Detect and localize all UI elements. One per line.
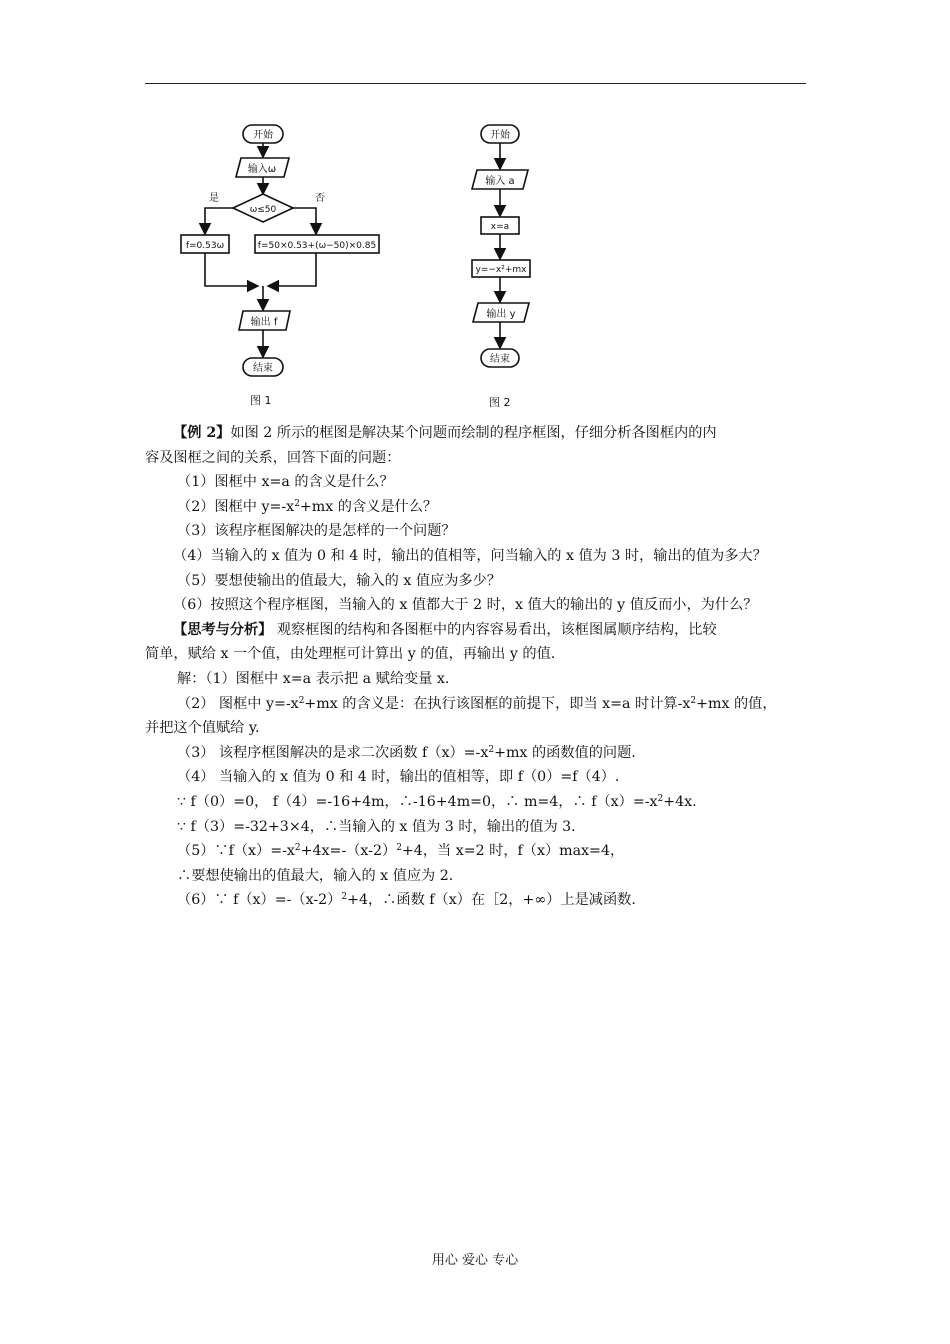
solution-3: （3） 该程序框图解决的是求二次函数 $f(x)=-x^2+mx$ 的函数值的问题.	[177, 744, 636, 761]
fig1-input-label: 输入ω	[247, 164, 277, 175]
fig2-end-label: 结束	[490, 354, 510, 365]
example-intro-line-1	[145, 421, 815, 446]
fig2-output-label: 输出 y	[486, 309, 516, 320]
question-1: （1）图框中 x=a 的含义是什么？	[177, 474, 394, 491]
fig1-yes-label: 是	[209, 193, 219, 204]
solution-5-b: ∴要想使输出的值最大，输入的 x 值应为 2.	[177, 867, 454, 884]
analysis-line-2: 简单，赋给 x 一个值，由处理框可计算出 y 的值，再输出 y 的值.	[145, 646, 556, 663]
solution-2-cont: 并把这个值赋给 y.	[145, 720, 260, 737]
solution-4: （4） 当输入的 x 值为 0 和 4 时，输出的值相等，即 f（0）=f（4）.	[177, 769, 620, 786]
solution-2: （2） 图框中 $y=-x^2+mx$ 的含义是：在执行该图框的前提下，即当 x=a 时计算$-x^2+mx$ 的值，	[177, 695, 777, 712]
analysis-tag: 【思考与分析】	[173, 621, 273, 638]
fig1-output-label: 输出 f	[250, 317, 278, 328]
question-2: （2）图框中 $y=-x^2+mx$ 的含义是什么？	[177, 498, 438, 515]
question-4: （4）当输入的 x 值为 0 和 4 时，输出的值相等，问当输入的 x 值为 3 时，输出的值为多大？	[173, 547, 767, 564]
analysis-line-1: 【思考与分析】 观察框图的结构和各图框中的内容容易看出，该框图属顺序结构，比较	[173, 621, 717, 638]
fig1-right-calc-label: f=50×0.53+(ω−50)×0.85	[257, 241, 377, 251]
fig1-decision-label: ω≤50	[249, 205, 277, 215]
fig1-left-calc-label: f=0.53ω	[185, 241, 225, 251]
question-5: （5）要想使输出的值最大，输入的 x 值应为多少？	[177, 572, 501, 589]
fig1-start-label: 开始	[253, 130, 273, 141]
fig2-caption: 图 2	[489, 396, 511, 409]
fig1-no-label: 否	[315, 193, 325, 204]
page-footer: 用心 爱心 专心	[431, 1253, 519, 1268]
solution-5: $(5)\because f(x)=-x^2+4x=-(x-2)^2+4$，当 x=2 时，f（x）max=4，	[177, 843, 625, 860]
flowcharts	[0, 0, 950, 420]
fig1-caption: 图 1	[250, 394, 272, 407]
solution-6: （6）∵ $f(x)=-(x-2)^2+4$，∴函数 f（x）在［2，+∞）上是减函数.	[177, 892, 636, 909]
example-intro-line-2: 容及图框之间的关系，回答下面的问题：	[145, 449, 401, 466]
question-6: （6）按照这个程序框图，当输入的 x 值都大于 2 时，x 值大的输出的 y 值反而小，为什么？	[173, 597, 758, 614]
solution-4-b: ∵ f（0）=0， f（4）=-16+4m，∴-16+4m=0，∴ m=4，∴ $f(x)=-x^2+4x$.	[177, 793, 697, 810]
example-intro-text: 如图 2 所示的框图是解决某个问题而绘制的程序框图，仔细分析各图框内的内	[230, 425, 717, 441]
fig2-input-label: 输入 a	[485, 176, 515, 187]
document-body	[145, 421, 815, 913]
fig2-calc-label: y=−x²+mx	[475, 265, 527, 275]
fig2-start-label: 开始	[490, 130, 510, 141]
solution-1: 解：（1）图框中 x=a 表示把 a 赋给变量 x.	[177, 670, 450, 687]
example-tag: 【例 2】	[173, 425, 231, 441]
solution-4-c: ∵ f（3）=-32+3×4，∴当输入的 x 值为 3 时，输出的值为 3.	[177, 818, 576, 835]
fig1-end-label: 结束	[253, 363, 273, 374]
fig2-assign-label: x=a	[490, 222, 510, 232]
question-3: （3）该程序框图解决的是怎样的一个问题？	[177, 523, 456, 540]
